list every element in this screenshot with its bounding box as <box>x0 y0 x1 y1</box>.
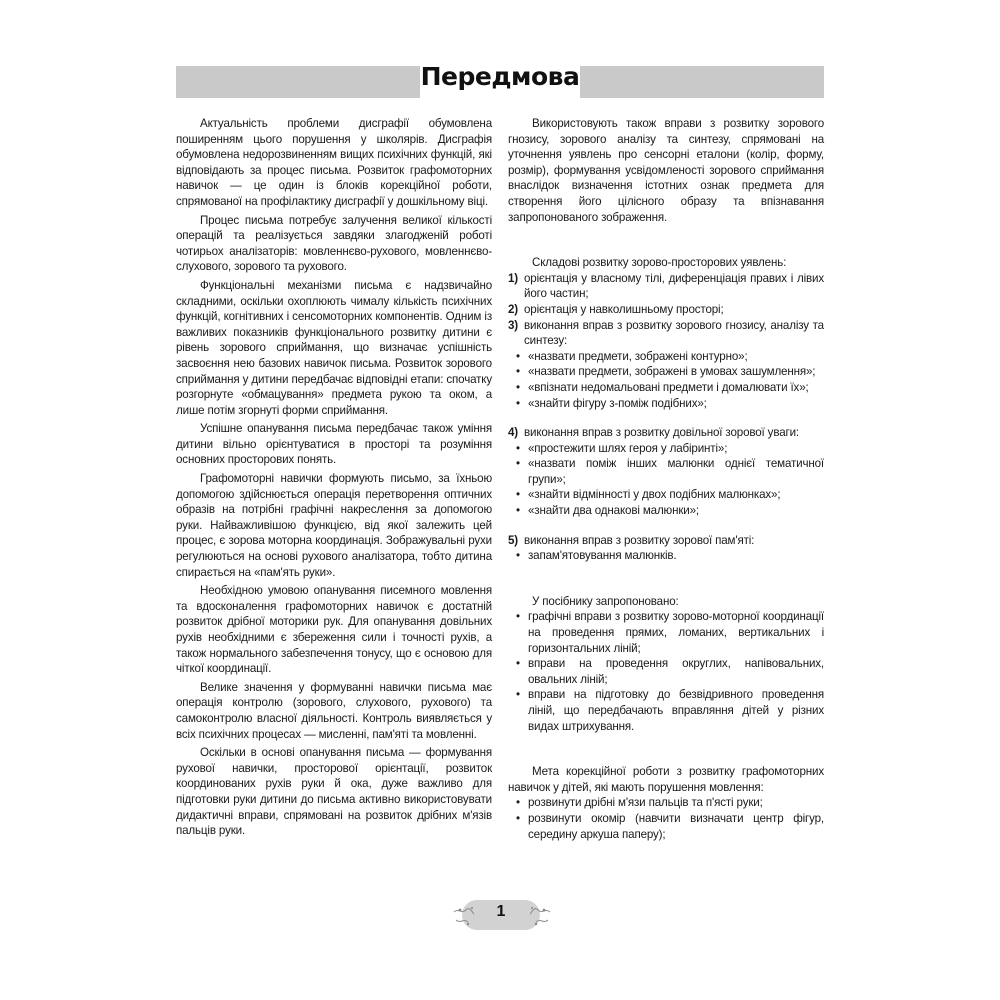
bullet-item <box>508 396 824 412</box>
bullet-item <box>508 364 824 380</box>
bullet-text: «впізнати недомальовані предмети і домалювати їх»; <box>528 380 809 394</box>
item-number: 1) <box>508 271 519 285</box>
bullet-icon: • <box>516 457 520 471</box>
bullet-icon: • <box>516 549 520 563</box>
bullet-text: «знайти два однакові малюнки»; <box>528 504 699 518</box>
left-column <box>176 116 492 839</box>
item-text: виконання вправ з розвитку довільної зорової уваги: <box>524 426 799 440</box>
bullet-item <box>508 380 824 396</box>
bullet-icon: • <box>516 349 520 363</box>
bullet-icon: • <box>516 610 520 624</box>
bullet-item <box>508 795 824 811</box>
item-text: орієнтація у навколишньому просторі; <box>524 302 724 316</box>
paragraph: Велике значення у формуванні навички письма має операція контролю (зорового, слухового, рухового) та самоконтролю власної діяльності. Контроль виявляється у всіх психічних процесах — мисленні, пам'яті та мовленні. <box>176 680 492 741</box>
bullet-icon: • <box>516 488 520 502</box>
section-intro: Мета корекційної роботи з розвитку графомоторних навичок у дітей, які мають порушення мовлення: <box>508 765 824 794</box>
bullet-icon: • <box>516 396 520 410</box>
bullet-item <box>508 441 824 457</box>
bullet-icon: • <box>516 688 520 702</box>
numbered-item <box>508 318 824 349</box>
bullet-text: «назвати предмети, зображені контурно»; <box>528 349 748 363</box>
bullet-icon: • <box>516 811 520 825</box>
paragraph: Графомоторні навички формують письмо, за їхньою допомогою здійснюється операція перетворення оптичних образів на потрібні графічні накреслення за допомогою руки. Найважливішою функцією, від якої залежить цей процес, є зорова моторна координація. Зображувальні рухи регулюються на основі рухового аналізатора, тобто дитина спирається на «пам'ять руки». <box>176 472 492 579</box>
header-bar-right <box>580 66 824 98</box>
bullet-icon: • <box>516 796 520 810</box>
bullet-item <box>508 456 824 487</box>
item-text: орієнтація у власному тілі, диференціація правих і лівих його частин; <box>524 271 824 301</box>
bullet-item <box>508 811 824 842</box>
paragraph: Процес письма потребує залучення великої кількості операцій та реалізується завдяки злагодженій роботі чотирьох аналізаторів: мовленнєво-рухового, мовленнєво-слухового, зорового та рухового. <box>176 213 492 274</box>
bullet-text: вправи на підготовку до безвідривного проведення ліній, що передбачають вправляння дітей у різних видах штрихування. <box>528 688 824 733</box>
page-title: Передмова <box>420 62 580 91</box>
numbered-item <box>508 302 824 318</box>
bullet-text: розвинути окомір (навчити визначати центр фігур, середину аркуша паперу); <box>528 811 824 841</box>
paragraph: Оскільки в основі опанування письма — формування рухової навички, просторової орієнтації, розвиток координованих рухів руки й ока, дуже важливо для підготовки руки дитини до письма активно використовувати дидактичні вправи, спрямовані на розвиток дрібних м'язів пальців руки. <box>176 746 492 838</box>
numbered-item <box>508 533 824 549</box>
item-number: 4) <box>508 426 519 440</box>
bullet-text: «назвати предмети, зображені в умовах зашумлення»; <box>528 365 816 379</box>
bullet-item <box>508 349 824 365</box>
item-number: 5) <box>508 533 519 547</box>
section-intro: У посібнику запропоновано: <box>532 594 679 608</box>
bullet-icon: • <box>516 441 520 455</box>
bullet-icon: • <box>516 504 520 518</box>
item-text: виконання вправ з розвитку зорового гнозису, аналізу та синтезу: <box>524 318 824 348</box>
item-number: 2) <box>508 302 519 316</box>
numbered-item <box>508 425 824 441</box>
numbered-item <box>508 271 824 302</box>
bullet-text: графічні вправи з розвитку зорово-моторної координації на проведення прямих, ломаних, вертикальних і горизонтальних ліній; <box>528 610 824 655</box>
bullet-text: «простежити шлях героя у лабіринті»; <box>528 441 728 455</box>
bullet-item <box>508 609 824 656</box>
page-header <box>176 62 824 98</box>
bullet-text: «знайти фігуру з-поміж подібних»; <box>528 396 707 410</box>
bullet-text: «знайти відмінності у двох подібних малюнках»; <box>528 488 781 502</box>
item-number: 3) <box>508 318 519 332</box>
page-number-badge <box>452 900 552 932</box>
header-bar-left <box>176 66 420 98</box>
paragraph: Успішне опанування письма передбачає також уміння дитини вільно орієнтуватися в просторі та розуміння основних просторових понять. <box>176 422 492 467</box>
bullet-item <box>508 487 824 503</box>
paragraph: Функціональні механізми письма є надзвичайно складними, оскільки охоплюють чималу кількість психічних функцій, когнітивних і сенсомоторних компонентів. Одним із важливих показників функціонального розвитку дитини є рівень зорового сприймання, що визначає успішність засвоєння нею базових навичок письма. Розвиток зорового сприймання у дитини передбачає відповідні етапи: спочатку розгорнуте «обмацування» предмета рукою та оком, а лише потім згорнуті форми сприймання. <box>176 278 492 417</box>
bullet-icon: • <box>516 380 520 394</box>
bullet-text: розвинути дрібні м'язи пальців та п'ясті руки; <box>528 796 763 810</box>
bullet-item <box>508 687 824 734</box>
bullet-icon: • <box>516 657 520 671</box>
item-text: виконання вправ з розвитку зорової пам'яті: <box>524 533 755 547</box>
paragraph: Використовують також вправи з розвитку зорового гнозису, зорового аналізу та синтезу, спрямовані на уточнення уявлень про сенсорні еталони (колір, форму, розмір), формування усвідомленості зорового сприймання внаслідок визначення істотних ознак предмета для створення його цілісного образу та впізнавання запропонованого зображення. <box>508 117 824 224</box>
right-column <box>508 116 824 842</box>
paragraph: Необхідною умовою опанування писемного мовлення та вдосконалення графомоторних навичок є достатній розвиток дрібної моторики рук. Для опанування довільних рухів необхідними є збереження сили і точності рухів, а також нормального забезпечення тонусу, що є основою для чіткої координації. <box>176 584 492 676</box>
bullet-item <box>508 503 824 519</box>
bullet-item <box>508 656 824 687</box>
bullet-text: «назвати поміж інших малюнки однієї тематичної групи»; <box>528 457 824 486</box>
section-intro: Складові розвитку зорово-просторових уявлень: <box>532 256 787 270</box>
bullet-item <box>508 548 824 564</box>
bullet-text: запам'ятовування малюнків. <box>528 549 677 563</box>
bullet-icon: • <box>516 365 520 379</box>
page-number: 1 <box>496 903 506 920</box>
bullet-text: вправи на проведення округлих, напівовальних, овальних ліній; <box>528 657 824 686</box>
paragraph: Актуальність проблеми дисграфії обумовлена поширенням цього порушення у школярів. Дисграфія обумовлена недорозвиненням вищих психічних функцій, які відповідають за процес письма. Розвиток графомоторних навичок — це один із блоків корекційної роботи, спрямованої на профілактику дисграфії у дошкільному віці. <box>176 117 492 208</box>
